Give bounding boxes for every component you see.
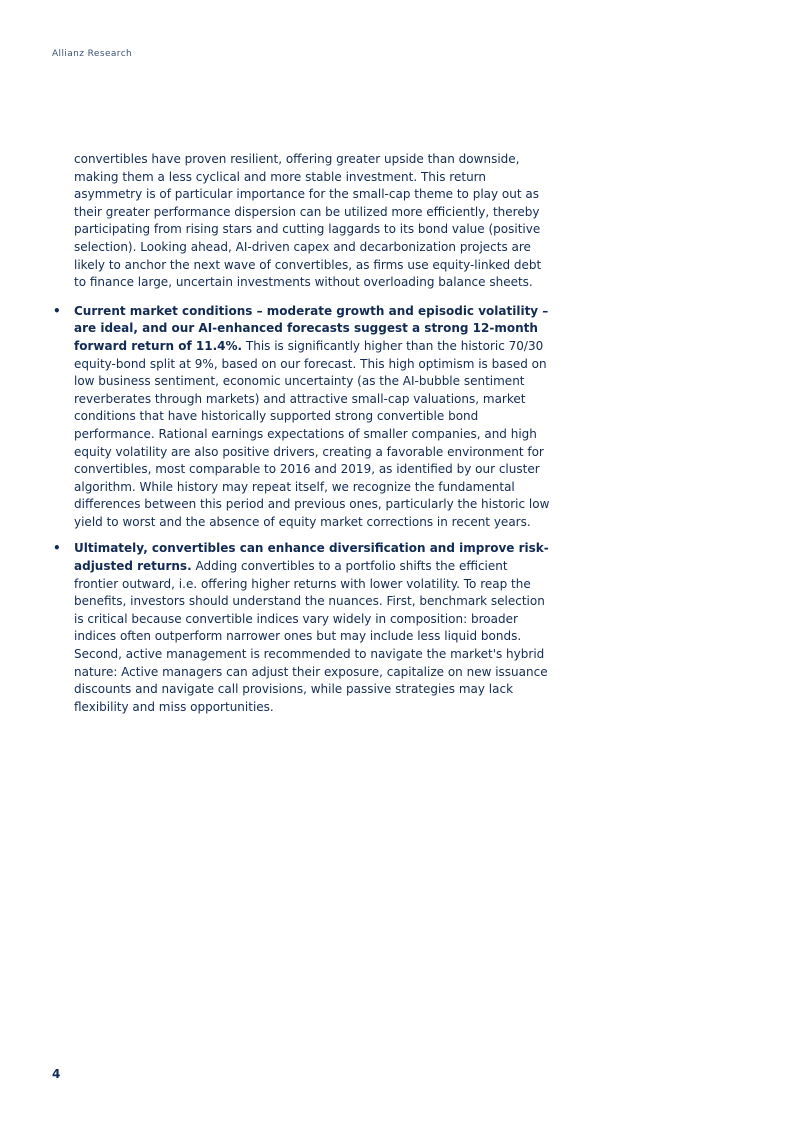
page-number: 4 (52, 1067, 61, 1081)
running-header: Allianz Research (52, 49, 133, 59)
bullet-text: This is significantly higher than the historic 70/30 equity-bond split at 9%, based on our forecast. This high optimism is based on low business sentiment, economic uncertainty (as the AI-bubble sentiment reverberates through markets) and attractive small-cap valuations, market conditions that have historically supported strong convertible bond performance. Rational earnings expectations of smaller companies, and high equity volatility are also positive drivers, creating a favorable environment for convertibles, most comparable to 2016 and 2019, as identified by our cluster algorithm. While history may repeat itself, we recognize the fundamental differences between this period and previous ones, particularly the historic low yield to worst and the absence of equity market corrections in recent years. (74, 338, 550, 529)
bullet-item-market-conditions (51, 303, 551, 532)
bullet-lead: Ultimately, convertibles can enhance diversification and improve risk-adjusted returns. (74, 541, 549, 574)
bullet-lead: Current market conditions – moderate growth and episodic volatility – are ideal, and our AI-enhanced forecasts suggest a strong 12-month forward return of 11.4%. (74, 303, 549, 353)
body-text (51, 151, 551, 716)
continuation-paragraph: convertibles have proven resilient, offering greater upside than downside, making them a less cyclical and more stable investment. This return asymmetry is of particular importance for the small-cap theme to play out as their greater performance dispersion can be utilized more efficiently, thereby participating from rising stars and cutting laggards to its bond value (positive selection). Looking ahead, AI-driven capex and decarbonization projects are likely to anchor the next wave of convertibles, as firms use equity-linked debt to finance large, uncertain investments without overloading balance sheets. (74, 152, 542, 290)
bullet-item-diversification (51, 540, 551, 716)
bullet-marker: • (53, 303, 61, 318)
bullet-list (51, 303, 551, 717)
bullet-text: Adding convertibles to a portfolio shifts the efficient frontier outward, i.e. offering higher returns with lower volatility. To reap the benefits, investors should understand the nuances. First, benchmark selection is critical because convertible indices vary widely in composition: broader indices often outperform narrower ones but may include less liquid bonds. Second, active management is recommended to navigate the market's hybrid nature: Active managers can adjust their exposure, capitalize on new issuance discounts and navigate call provisions, while passive strategies may lack flexibility and miss opportunities. (74, 559, 548, 714)
bullet-marker: • (53, 541, 61, 556)
